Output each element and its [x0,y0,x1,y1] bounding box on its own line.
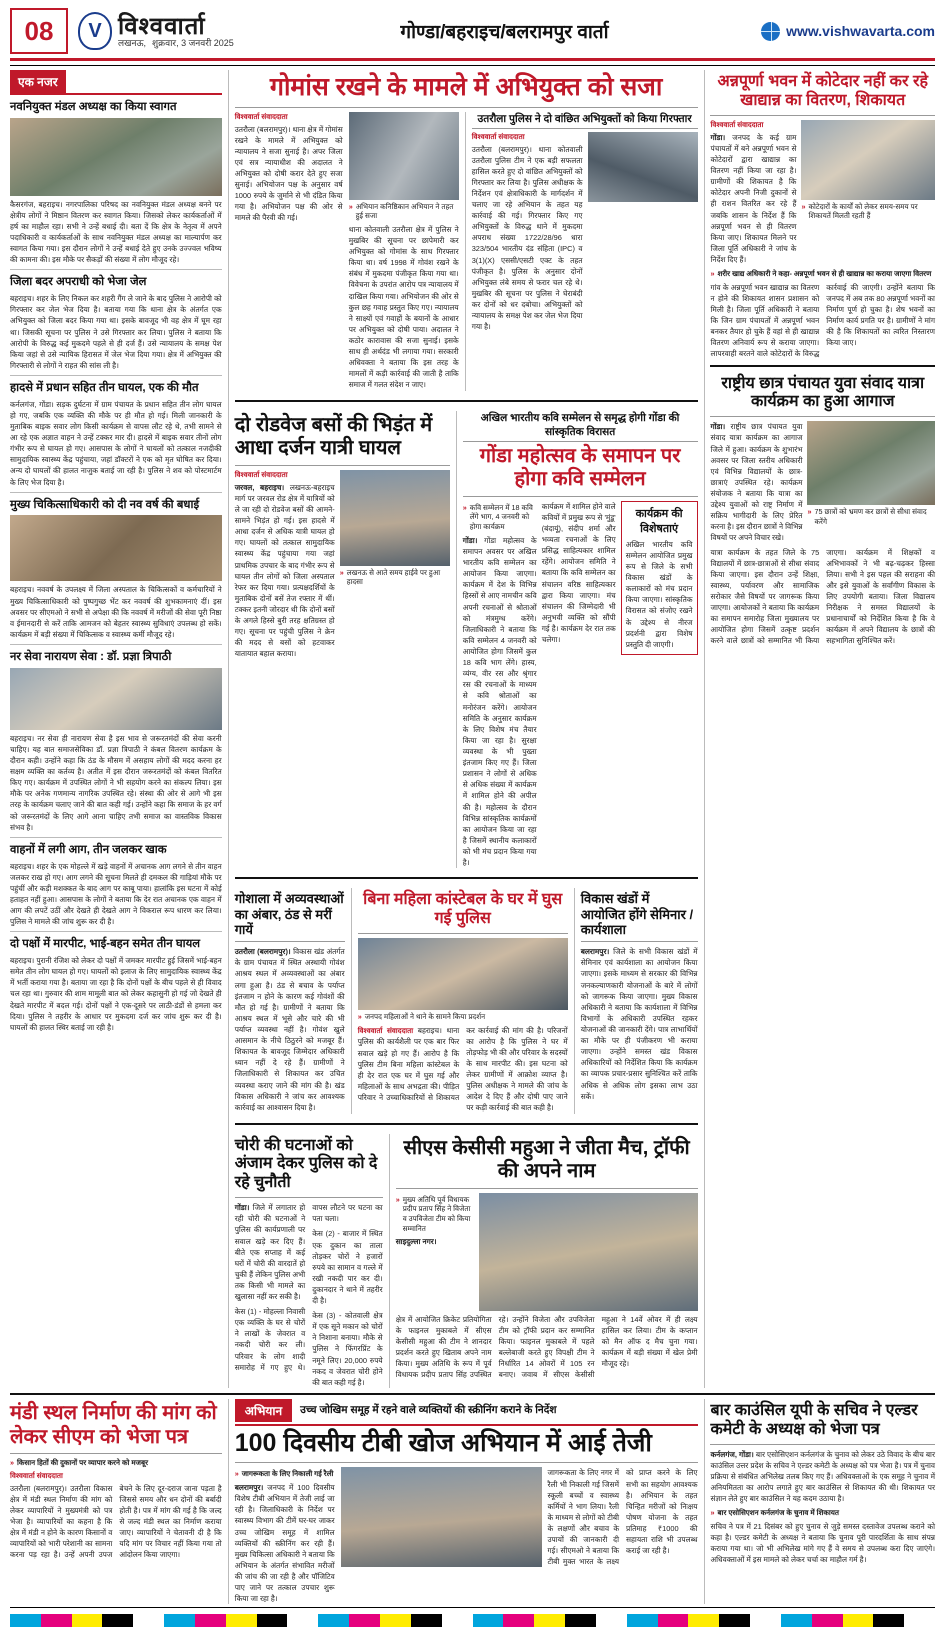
bar-council-story [710,1399,935,1604]
brief-title: जिला बदर अपराधी को भेजा जेल [10,276,147,289]
kavi-headline: गोंडा महोत्सव के समापन पर होगा कवि सम्मेलन [479,444,681,491]
bus-photo [340,470,450,566]
goshala-text: विकास खंड अंतर्गत के ग्राम पंचायत में स्थित अस्थायी गोवंश आश्रय स्थल में अव्यवस्थाओं का अंबार लगा हुआ है। ठंड से बचाव के पर्याप्त इंतजाम न होने के कारण कई गोवंशों की मौत हो गई है। ग्रामीणों ने बताया कि आश्रय स्थल में भूसे और चारे की भी पर्याप्त व्यवस्था नहीं है। गोवंश खुले आसमान के नीचे ठिठुरने को मजबूर हैं। शिकायत के बावजूद जिम्मेदार अधिकारी ध्यान नहीं दे रहे हैं। ग्रामीणों ने जिलाधिकारी से शिकायत कर उचित व्यवस्था कराए जाने की मांग की है। खंड विकास अधिकारी ने जांच कर आवश्यक कार्रवाई का आश्वासन दिया है। [234,947,345,1112]
mandi-byline: विश्ववार्ता संवाददाता [10,1470,63,1480]
color-swatch-yellow [72,1614,103,1627]
brief-item [10,649,222,838]
lead-photo-caption: अभियान कनिष्ठिकान अभियान ने तहत हुई सजा [355,201,454,221]
publication-title: विश्ववार्ता [118,12,206,40]
annapurna-headline: अन्नपूर्णा भवन में कोटेदार नहीं कर रहे खाद्यान्न का वितरण, शिकायत [717,73,928,109]
bus-accident-story [235,411,450,869]
publication-city: लखनऊ, [118,37,147,48]
annapurna-bullet: शरीर खाद्य अधिकारी ने कहा- अन्नपूर्णा भवन से ही खाद्यान्न का कराया जाएगा वितरण [717,269,932,279]
registration-color-bar [10,1614,935,1627]
goshala-dateline: उतरौला (बलरामपुर)। [234,947,291,957]
abhiyan-dateline: बलरामपुर। [234,1483,264,1493]
brief-title: नर सेवा नारायण सेवा : डॉ. प्रज्ञा त्रिपाठी [10,651,172,664]
color-swatch-cyan [473,1614,504,1627]
bottom-band [10,1393,935,1604]
brief-title: दो पक्षों में मारपीट, भाई-बहन समेत तीन घायल [10,938,201,951]
bus-dateline: जरवल, बहराइच। [234,482,285,492]
brief-title: मुख्य चिकित्साधिकारी को दी नव वर्ष की बधाई [10,498,200,511]
color-swatch-cyan [318,1614,349,1627]
brief-photo [10,118,222,196]
caret-icon: » [348,201,353,211]
annapurna-story [710,70,935,360]
annapurna-photo-caption: कोटेदारों के कार्यों को लेकर समय-समय पर शिकायतें मिलती रहती हैं [808,201,918,221]
chori-dateline: गोंडा। [234,1203,250,1213]
brief-item [10,99,222,270]
mahila-photo [358,938,568,1010]
color-swatch-magenta [41,1614,72,1627]
color-swatch-black [873,1614,904,1627]
yuva-dateline: गोंडा। [710,422,726,432]
bar-text: बार एसोसिएशन कर्नलगंज के चुनाव को लेकर उठे विवाद के बीच बार काउंसिल उत्तर प्रदेश के सचिव ने एल्डर कमेटी के अध्यक्ष को पत्र भेजा है। पत्र में चुनाव प्रक्रिया से संबंधित अभिलेख तलब किए गए हैं। अधिवक्ताओं के एक समूह ने चुनाव में अनियमितता का आरोप लगाते हुए बार काउंसिल से शिकायत की थी। शिकायत पर संज्ञान लेते हुए बार काउंसिल ने यह कदम उठाया है। [710,1449,935,1504]
yuva-text-2: यात्रा कार्यक्रम के तहत जिले के 75 विद्यालयों में छात्र-छात्राओं से सीधा संवाद किया जाएगा। इस दौरान उन्हें शिक्षा, स्वास्थ्य, पर्यावरण और सामाजिक सरोकार जैसे विषयों पर जागरूक किया जाएगा। आयोजकों ने बताया कि कार्यक्रम का समापन समारोह जिला मुख्यालय पर आयोजित होगा जिसमें उत्कृष्ट प्रदर्शन करने वाले छात्रों को सम्मानित भी किया जाएगा। कार्यक्रम में शिक्षकों व अभिभावकों ने भी बढ़-चढ़कर हिस्सा लिया। सभी ने इस पहल की सराहना की और इसे युवाओं के सर्वांगीण विकास के लिए उपयोगी बताया। जिला विद्यालय निरीक्षक ने समस्त विद्यालयों के प्रधानाचार्यों को निर्देशित किया है कि वे कार्यक्रम में अपने विद्यालय के छात्रों की सहभागिता सुनिश्चित करें। [710,547,935,646]
color-swatch-magenta [503,1614,534,1627]
section-tag-label: एक नजर [10,70,66,93]
abhiyan-headline: 100 दिवसीय टीबी खोज अभियान में आई तेजी [234,1428,652,1457]
caret-icon: » [234,1469,239,1479]
cricket-sub: मुख्य अतिथि पूर्व विधायक प्रदीप प्रताप सिंह ने विजेता व उपविजेता टीम को किया सम्मानित [402,1194,471,1233]
publication-logo [78,12,234,50]
page-number: 08 [10,8,68,54]
kavi-dateline: गोंडा। [462,535,478,545]
brief-text: बहराइच। नववर्ष के उपलक्ष्य में जिला अस्पताल के चिकित्सकों व कर्मचारियों ने मुख्य चिकित्साधिकारी को पुष्पगुच्छ भेंट कर नववर्ष की शुभकामनाएं दीं। इस अवसर पर सीएमओ ने सभी से अपेक्षा की कि नववर्ष में मरीजों की सेवा पूरी निष्ठा व ईमानदारी से करें ताकि आमजन को बेहतर स्वास्थ्य सुविधाएं उपलब्ध हो सकें। कार्यक्रम में बड़ी संख्या में चिकित्सक व स्वास्थ्य कर्मी मौजूद रहे। [10,585,222,639]
abhiyan-bullet: जागरूकता के लिए निकाली गई रैली [241,1469,334,1479]
chori-case: केस (2) - बाजार में स्थित एक दुकान का ताला तोड़कर चोरों ने हजारों रुपये का सामान व गल्ले में रखी नकदी पार कर दी। दुकानदार ने थाने में तहरीर दी है। [312,1229,383,1306]
bus-byline: विश्ववार्ता संवाददाता [234,469,288,479]
goshala-headline: गोशाला में अव्यवस्थाओं का अंबार, ठंड से मरीं गायें [234,891,344,937]
bus-photo-caption: लखनऊ से आते समय हाईवे पर हुआ हादसा [346,567,441,587]
bar-headline: बार काउंसिल यूपी के सचिव ने एल्डर कमेटी के अध्यक्ष को भेजा पत्र [710,1401,918,1438]
lead-headline: गोमांस रखने के मामले में अभियुक्त को सजा [269,73,663,101]
color-swatch-blank [750,1614,781,1627]
color-swatch-cyan [10,1614,41,1627]
annapurna-photo [801,120,935,200]
vikas-khand-story [581,888,698,1113]
kavi-feature-box [621,501,698,655]
page-content [10,65,935,1388]
center-column [235,70,698,1388]
lead-story [235,70,698,391]
yuva-bullet: 75 छात्रों को भ्रमण कर छात्रों से सीधा संवाद करेंगे [814,507,927,527]
color-swatch-cyan [164,1614,195,1627]
color-swatch-blank [442,1614,473,1627]
color-swatch-yellow [843,1614,874,1627]
kavi-text: गोंडा महोत्सव के समापन अवसर पर अखिल भारतीय कवि सम्मेलन का आयोजन किया जाएगा। कार्यक्रम में देश के विभिन्न हिस्सों से आए नामचीन कवि अपनी रचनाओं से श्रोताओं को मंत्रमुग्ध करेंगे। जिलाधिकारी ने बताया कि कवि सम्मेलन 4 जनवरी को आयोजित होगा जिसमें कुल 18 कवि भाग लेंगे। हास्य, व्यंग्य, वीर रस और श्रृंगार रस की रचनाओं के माध्यम से कवि श्रोताओं का मनोरंजन करेंगे। आयोजन समिति के अनुसार कार्यक्रम के लिए विशेष मंच तैयार किया जा रहा है। सुरक्षा व्यवस्था के भी पुख्ता इंतजाम किए गए हैं। जिला प्रशासन ने लोगों से अधिक से अधिक संख्या में कार्यक्रम में शामिल होने की अपील की है। महोत्सव के दौरान विभिन्न सांस्कृतिक कार्यक्रमों का आयोजन किया जा रहा है जिसमें स्थानीय कलाकारों को भी मंच प्रदान किया गया है। [462,535,537,868]
lead-photo-caption-row [349,202,459,221]
ek-nazar-header [10,70,222,95]
brief-photo [10,515,222,581]
color-swatch-blank [133,1614,164,1627]
lead-text-2: थाना कोतवाली उतरौला क्षेत्र में पुलिस ने मुखबिर की सूचना पर छापेमारी कर अभियुक्त को गोमांस के साथ गिरफ्तार किया था। वर्ष 1998 में गोवंश रखने के संबंध में मुकदमा पंजीकृत किया गया था। विवेचना के उपरांत आरोप पत्र न्यायालय में दाखिल किया गया। अभियोजन की ओर से कुल छह गवाह प्रस्तुत किए गए। न्यायालय ने साक्ष्यों एवं गवाहों के बयानों के आधार पर अभियुक्त को दोषी पाया। अदालत ने कठोर कारावास की सजा सुनाई। इसके साथ ही अर्थदंड भी लगाया गया। सरकारी अधिवक्ता ने बताया कि इस तरह के मामलों में कड़ी कार्रवाई की जाती है ताकि समाज में गलत संदेश न जाए। [348,224,459,390]
cricket-headline: सीएस केसीसी महुआ ने जीता मैच, ट्रॉफी की अपने नाम [403,1136,690,1183]
chori-text: जिले में लगातार हो रही चोरी की घटनाओं ने पुलिस की कार्यप्रणाली पर सवाल खड़े कर दिए हैं। बीते एक सप्ताह में कई घरों में चोरी की वारदातें हो चुकी हैं लेकिन पुलिस अभी तक किसी भी मामले का खुलासा नहीं कर सकी है। [234,1203,306,1302]
mandi-text: उतरौला (बलरामपुर)। उतरौला विकास क्षेत्र में मंडी स्थल निर्माण की मांग को लेकर व्यापारियों ने मुख्यमंत्री को पत्र भेजा है। व्यापारियों का कहना है कि क्षेत्र में मंडी न होने के कारण किसानों व व्यापारियों को भारी परेशानी का सामना करना पड़ रहा है। उन्हें अपनी उपज बेचने के लिए दूर-दराज जाना पड़ता है जिससे समय और धन दोनों की बर्बादी होती है। पत्र में मांग की गई है कि जल्द से जल्द मंडी स्थल का निर्माण कराया जाए। व्यापारियों ने चेतावनी दी है कि यदि मांग पर विचार नहीं किया गया तो आंदोलन किया जाएगा। [10,1483,222,1560]
brief-text: कर्नलगंज, गोंडा। सड़क दुर्घटना में ग्राम पंचायत के प्रधान सहित तीन लोग घायल हो गए, जबकि एक व्यक्ति की मौके पर ही मौत हो गई। मिली जानकारी के मुताबिक बाइक सवार लोग किसी कार्यक्रम से वापस लौट रहे थे, तभी सामने से आ रहे एक अज्ञात वाहन ने उन्हें टक्कर मार दी। हादसे में बाइक सवार तीनों लोग गंभीर रूप से घायल हो गए। आसपास के लोगों ने घायलों को तत्काल नजदीकी सामुदायिक स्वास्थ्य केंद्र पहुंचाया, जहां डॉक्टरों ने एक को मृत घोषित कर दिया। अन्य दो घायलों की हालत नाजुक बताई जा रही है। पुलिस ने शव को पोस्टमार्टम के लिए भेज दिया है। [10,399,222,487]
color-swatch-cyan [627,1614,658,1627]
mahila-headline: बिना महिला कांस्टेबल के घर में घुस गई पुलिस [363,891,563,928]
color-swatch-magenta [349,1614,380,1627]
goshala-story [235,888,345,1113]
brief-text: बहराइच। नर सेवा ही नारायण सेवा है इस भाव से जरूरतमंदों की सेवा करनी चाहिए। यह बात समाजसेविका डॉ. प्रज्ञा त्रिपाठी ने कंबल वितरण कार्यक्रम के दौरान कही। उन्होंने कहा कि ठंड के मौसम में असहाय लोगों की मदद करना हर सक्षम व्यक्ति का कर्तव्य है। अतीत में इस दौरान जरूरतमंदों को कंबल वितरित किए गए। कार्यक्रम में उपस्थित लोगों ने भी सहयोग करने का संकल्प लिया। इस मौके पर अनेक गणमान्य नागरिक उपस्थित रहे। संस्था की ओर से आगे भी इस तरह के कार्यक्रम चलाए जाने की बात कही गई। उन्होंने कहा कि समाज के हर वर्ग को जरूरतमंदों के लिए आगे आना चाहिए तभी समाज का वास्तविक विकास संभव है। [10,733,222,832]
abhiyan-tag: अभियान [235,1399,292,1422]
chori-headline: चोरी की घटनाओं को अंजाम देकर पुलिस को दे रहे चुनौती [234,1136,378,1192]
globe-icon [761,22,780,41]
abhiyan-photo [341,1467,542,1567]
mandi-sub: किसान हितों की दुकानों पर व्यापार करने को मजबूर [17,1458,149,1468]
chori-case: केस (3) - कोतवाली क्षेत्र में एक सूने मकान को चोरों ने निशाना बनाया। मौके से पुलिस ने फिंगरप्रिंट के नमूने लिए। 20,000 रुपये नकद व जेवरात चोरी होने की बात कही गई है। [312,1311,383,1387]
yuva-kicker: राष्ट्रीय छात्र पंचायत युवा संवाद यात्रा कार्यक्रम का हुआ आगाज [721,374,925,411]
brief-text: बहराइच। शहर के एक मोहल्ले में खड़े वाहनों में अचानक आग लगने से तीन वाहन जलकर राख हो गए। आग लगने की सूचना मिलते ही दमकल की गाड़ियां मौके पर पहुंचीं और कड़ी मशक्कत के बाद आग पर काबू पाया। हालांकि इस घटना में कोई हताहत नहीं हुआ। आसपास के लोगों ने बताया कि देर रात अचानक एक वाहन में आग की लपटें उठीं और देखते ही देखते आग ने विकराल रूप धारण कर लिया। पुलिस ने मामले की जांच शुरू कर दी है। [10,861,222,927]
caret-icon: » [807,507,812,517]
caret-icon: » [462,502,467,512]
caret-icon: » [395,1194,400,1204]
cricket-photo [479,1193,698,1311]
abhiyan-text: जनपद में 100 दिवसीय विशेष टीबी अभियान में तेजी लाई जा रही है। जिलाधिकारी के निर्देश पर स्वास्थ्य विभाग की टीमें घर-घर जाकर उच्च जोखिम समूह में शामिल व्यक्तियों की स्क्रीनिंग कर रही हैं। मुख्य चिकित्सा अधिकारी ने बताया कि अभियान के अंतर्गत संभावित मरीजों की जांच की जा रही है और पॉजिटिव पाए जाने पर तत्काल उपचार शुरू किया जा रहा है। [234,1483,335,1604]
annapurna-dateline: गोंडा। [710,132,726,142]
brief-title: वाहनों में लगी आग, तीन जलकर खाक [10,843,167,856]
chori-story [235,1134,383,1388]
yuva-samvad-story [710,372,935,647]
cricket-dateline: साइदुल्ला नगर। [395,1236,437,1246]
lead-right-byline: विश्ववार्ता संवाददाता [471,131,525,141]
left-column [10,70,222,1388]
kavi-box-title: कार्यक्रम की विशेषताएं [635,507,683,535]
color-swatch-magenta [812,1614,843,1627]
yuva-text: राष्ट्रीय छात्र पंचायत युवा संवाद यात्रा कार्यक्रम का आगाज जिले में हुआ। कार्यक्रम के शुभारंभ अवसर पर जिला स्तरीय अधिकारी एवं विभिन्न विद्यालयों के छात्र-छात्राएं उपस्थित रहे। कार्यक्रम संयोजक ने बताया कि यात्रा का उद्देश्य युवाओं को राष्ट्र निर्माण में सक्रिय भागीदारी के लिए प्रेरित करना है। इस दौरान छात्रों ने विभिन्न विषयों पर अपने विचार रखे। [710,422,803,543]
annapurna-text-2: गांव के अन्नपूर्णा भवन खाद्यान्न का वितरण न होने की शिकायत शासन प्रशासन को मिली है। जिला पूर्ति अधिकारी ने बताया कि जिन ग्राम पंचायतों में अन्नपूर्णा भवन बनकर तैयार हो चुके हैं वहां से ही खाद्यान्न वितरण अनिवार्य रूप से कराया जाएगा। लापरवाही बरतने वाले कोटेदारों के विरुद्ध कार्रवाई की जाएगी। उन्होंने बताया कि जनपद में अब तक 80 अन्नपूर्णा भवनों का निर्माण पूर्ण हो चुका है। शेष भवनों का निर्माण कार्य प्रगति पर है। ग्रामीणों ने मांग की है कि शिकायतों का त्वरित निस्तारण किया जाए। [710,282,935,359]
color-swatch-yellow [380,1614,411,1627]
mandi-story [10,1399,222,1604]
mandi-headline: मंडी स्थल निर्माण की मांग को लेकर सीएम को भेजा पत्र [10,1401,217,1448]
caret-icon: » [10,1458,14,1468]
caret-icon: » [357,1011,362,1021]
lead-byline: विश्ववार्ता संवाददाता [234,111,288,121]
column-divider [704,70,705,1388]
mahila-police-story [358,888,568,1113]
bus-text: लखनऊ-बहराइच मार्ग पर जरवल रोड क्षेत्र में यात्रियों को ले जा रही दो रोडवेज बसों की आमने-सामने भिड़ंत हो गई। इस हादसे में आधा दर्जन से अधिक यात्री घायल हो गए। घायलों को तत्काल सामुदायिक स्वास्थ्य केंद्र पहुंचाया गया जहां प्राथमिक उपचार के बाद गंभीर रूप से घायल तीन लोगों को जिला अस्पताल रेफर कर दिया गया। प्रत्यक्षदर्शियों के मुताबिक दोनों बसें तेज रफ्तार में थीं। टक्कर इतनी जोरदार थी कि दोनों बसों के अगले हिस्से बुरी तरह क्षतिग्रस्त हो गए। सूचना पर पहुंची पुलिस ने क्रेन की मदद से बसों को हटवाकर यातायात बहाल कराया। [234,482,335,659]
brief-text: बहराइच। पुरानी रंजिश को लेकर दो पक्षों में जमकर मारपीट हुई जिसमें भाई-बहन समेत तीन लोग घायल हो गए। घायलों को इलाज के लिए सामुदायिक स्वास्थ्य केंद्र में भर्ती कराया गया है। बताया जा रहा है कि दोनों पक्षों के बीच पहले से ही विवाद चल रहा था। गुरुवार की शाम मामूली बात को लेकर कहासुनी हो गई जो देखते ही देखते मारपीट में बदल गई। दोनों पक्षों ने एक-दूसरे पर लाठी-डंडों से हमला कर दिया। पुलिस ने तहरीर के आधार पर मुकदमा दर्ज कर जांच शुरू कर दी है। घायलों की हालत स्थिर बताई जा रही है। [10,956,222,1032]
tb-abhiyan-story [235,1399,698,1604]
lead-right-text: उतरौला (बलरामपुर)। थाना कोतवाली उतरौला पुलिस टीम ने एक बड़ी सफलता हासिल करते हुए दो वांछित अभियुक्तों को गिरफ्तार कर लिया है। पुलिस अधीक्षक के निर्देशन एवं क्षेत्राधिकारी के मार्गदर्शन में चलाए जा रहे अभियान के तहत यह कार्रवाई की गई। गिरफ्तार किए गए अभियुक्तों के विरुद्ध थाने में मुकदमा अपराध संख्या 1722/28/96 धारा 323/504 भारतीय दंड संहिता (IPC) व 3(1)(X) एससी/एसटी एक्ट के तहत पंजीकृत है। पुलिस के अनुसार दोनों अभियुक्त लंबे समय से फरार चल रहे थे। मुखबिर की सूचना पर पुलिस ने घेराबंदी कर दोनों को धर दबोचा। अभियुक्तों को न्यायालय के समक्ष पेश कर जेल भेज दिया गया है। [471,144,583,332]
masthead [10,8,935,61]
website-url: www.vishwavarta.com [786,23,935,39]
vikas-headline: विकास खंडों में आयोजित होंगे सेमिनार / कार्यशाला [580,891,694,937]
bar-text-2: सचिव ने पत्र में 21 दिसंबर को हुए चुनाव से जुड़े समस्त दस्तावेज उपलब्ध कराने को कहा है। एल्डर कमेटी के अध्यक्ष ने बताया कि चुनाव पूरी पारदर्शिता के साथ संपन्न कराया गया था। जो भी अभिलेख मांगे गए हैं वे समय से उपलब्ध करा दिए जाएंगे। अधिवक्ताओं में इस मामले को लेकर चर्चा का माहौल गर्म है। [710,1521,935,1565]
right-column [710,70,935,1388]
brief-item [10,936,222,1037]
color-swatch-yellow [534,1614,565,1627]
column-divider [228,70,229,1388]
edition-title: गोण्डा/बहराइच/बलरामपुर वार्ता [400,22,609,43]
mahila-byline: विश्ववार्ता संवाददाता [357,1025,414,1035]
mahila-photo-caption: जनपद महिलाओं ने थाने के सामने किया प्रदर्शन [364,1011,486,1021]
annapurna-text: जनपद के कई ग्राम पंचायतों में बने अन्नपूर्णा भवन से कोटेदारों द्वारा खाद्यान्न का वितरण नहीं किया जा रहा है। ग्रामीणों की शिकायत है कि कोटेदार अपनी निजी दुकानों से ही राशन वितरित कर रहे हैं जबकि शासन के निर्देश हैं कि अन्नपूर्णा भवन से ही वितरण किया जाए। शिकायत मिलने पर जिला पूर्ति अधिकारी ने जांच के निर्देश दिए हैं। [710,132,797,264]
lead-photo [349,112,459,200]
abhiyan-kicker: उच्च जोखिम समूह में रहने वाले व्यक्तियों की स्क्रीनिंग कराने के निर्देश [300,1404,557,1417]
color-swatch-blank [904,1614,935,1627]
color-swatch-black [411,1614,442,1627]
color-swatch-magenta [658,1614,689,1627]
lead-text: उतरौला (बलरामपुर)। थाना क्षेत्र में गोमांस रखने के मामले में अभियुक्त को न्यायालय ने सजा सुनाई है। अपर जिला एवं सत्र न्यायाधीश की अदालत ने अभियुक्त को दोषी करार देते हुए सजा सुनाई। अभियोजन पक्ष के अनुसार वर्ष 1000 रुपये के जुर्माने से भी दंडित किया गया है। अभियोजन पक्ष की ओर से मामले की पैरवी की गई। [234,124,343,223]
abhiyan-text-2: जागरूकता के लिए नगर में रैली भी निकाली गई जिसमें स्कूली बच्चों व स्वास्थ्य कर्मियों ने भाग लिया। रैली के माध्यम से लोगों को टीबी के लक्षणों और बचाव के उपायों की जानकारी दी गई। सीएमओ ने बताया कि टीबी मुक्त भारत के लक्ष्य को प्राप्त करने के लिए सभी का सहयोग आवश्यक है। अभियान के तहत चिन्हित मरीजों को निःक्षय पोषण योजना के तहत प्रतिमाह ₹1000 की सहायता राशि भी उपलब्ध कराई जा रही है। [547,1468,698,1567]
color-swatch-cyan [781,1614,812,1627]
kavi-bullet: कवि सम्मेलन में 18 कवि लेंगे भाग, 4 जनवरी को होगा कार्यक्रम [469,502,533,532]
color-swatch-black [719,1614,750,1627]
cricket-story [396,1134,698,1388]
annapurna-byline: विश्ववार्ता संवाददाता [710,119,764,129]
color-swatch-black [257,1614,288,1627]
color-swatch-magenta [195,1614,226,1627]
caret-icon: » [339,567,344,577]
brief-text: कैसरगंज, बहराइच। नगरपालिका परिषद का नवनियुक्त मंडल अध्यक्ष बनने पर क्षेत्रीय लोगों ने मिष्ठान वितरण कर स्वागत किया। जिसको लेकर कार्यकर्ताओं में हर्ष का माहौल रहा। सभी ने उन्हें बधाई दी। बता दें कि क्षेत्र के नेतृत्व में अपने पदाधिकारी व कार्यकर्ताओं के साथ नवनियुक्त मंडल अध्यक्ष का माल्यार्पण कर स्वागत किया गया। इस दौरान लोगों ने उन्हें बधाई देते हुए उनके उज्ज्वल भविष्य की कामना की। इस मौके पर सैकड़ों की संख्या में लोग मौजूद रहे। [10,199,222,265]
publication-date: शुक्रवार, 3 जनवरी 2025 [152,37,234,48]
brief-title: नवनियुक्त मंडल अध्यक्ष का किया स्वागत [10,101,177,113]
mahila-text: बहराइच। थाना पुलिस की कार्यशैली पर एक बार फिर सवाल खड़े हो गए हैं। आरोप है कि पुलिस टीम बिना महिला कांस्टेबल के ही देर रात एक घर में घुस गई और महिलाओं के साथ अभद्रता की। पीड़ित परिवार ने उच्चाधिकारियों से शिकायत कर कार्रवाई की मांग की है। परिजनों का आरोप है कि पुलिस ने घर में तोड़फोड़ भी की और परिवार के सदस्यों के साथ मारपीट की। इस घटना को लेकर ग्रामीणों में आक्रोश व्याप्त है। पुलिस अधीक्षक ने मामले की जांच के आदेश दे दिए हैं और दोषी पाए जाने पर कड़ी कार्रवाई की बात कही है। [357,1025,568,1113]
yuva-photo [807,421,935,505]
brief-photo [10,668,222,730]
color-swatch-black [565,1614,596,1627]
caret-icon: » [710,1508,715,1518]
kavi-box-text: अखिल भारतीय कवि सम्मेलन आयोजित प्रमुख रूप से जिले के सभी विकास खंडों के कलाकारों को मंच प्रदान किया जाएगा। सांस्कृतिक विरासत को संजोए रखने के उद्देश्य से नीरज प्रदर्शनी द्वारा विशेष प्रस्तुति दी जाएगी। [625,539,693,649]
bus-headline: दो रोडवेज बसों की भिड़ंत में आधा दर्जन यात्री घायल [234,413,433,460]
color-swatch-yellow [226,1614,257,1627]
brief-item [10,842,222,932]
website-link[interactable] [761,22,935,41]
bar-bullet: बार एसोसिएशन कर्नलगंज के चुनाव में शिकायत [717,1508,840,1518]
logo-icon: V [78,12,112,50]
vikas-dateline: बलरामपुर। [580,947,610,957]
brief-item [10,274,222,376]
lead-right-kicker: उतरौला पुलिस ने दो वांछित अभियुक्तों को किया गिरफ्तार [472,112,698,129]
edition-title-wrap [248,18,761,44]
chori-case: केस (1) - मोहल्ला निवासी एक व्यक्ति के घर से चोरों ने लाखों के जेवरात व नकदी चोरी कर ली। परिवार के लोग शादी समारोह में गए हुए थे। वापस लौटने पर घटना का पता चला। [234,1203,383,1372]
color-swatch-blank [596,1614,627,1627]
color-swatch-black [102,1614,133,1627]
kavi-kicker: अखिल भारतीय कवि सम्मेलन से समृद्ध होगी गोंडा की सांस्कृतिक विरासत [463,411,698,442]
brief-title: हादसे में प्रधान सहित तीन घायल, एक की मौत [10,382,199,395]
kavi-sammelan-story [463,411,698,869]
brief-item [10,380,222,493]
brief-item [10,497,222,645]
kavi-right-text: कार्यक्रम में शामिल होने वाले कवियों में प्रमुख रूप से 'मुंडू' (बंदायूं), संदीप शर्मा और भव्यता रचनाओं के लिए प्रसिद्ध साहित्यकार शामिल रहेंगे। आयोजन समिति ने बताया कि कवि सम्मेलन का संचालन वरिष्ठ साहित्यकार द्वारा किया जाएगा। मंच संचालन की जिम्मेदारी भी अनुभवी व्यक्ति को सौंपी गई है। कार्यक्रम देर रात तक चलेगा। [541,501,616,645]
color-swatch-blank [287,1614,318,1627]
brief-text: बहराइच। शहर के लिए निकल कर शहरी गैंग ले जाने के बाद पुलिस ने आरोपी को गिरफ्तार कर जेल भेज दिया है। बताया गया कि थाना क्षेत्र के अंतर्गत एक अभियुक्त को जिला बदर किया गया था। इसके बावजूद भी वह क्षेत्र में घूम रहा था। जिसकी सूचना पर पुलिस ने उसे गिरफ्तार कर लिया। पुलिस ने बताया कि आरोपी के विरुद्ध कई मुकदमे पहले से ही दर्ज हैं। उसे न्यायालय के समक्ष पेश किया जहां से उसे न्यायिक हिरासत में जेल भेज दिया गया। क्षेत्र में अभियुक्त की गिरफ्तारी से लोगों ने राहत की सांस ली है। [10,294,222,370]
cricket-text: क्षेत्र में आयोजित क्रिकेट प्रतियोगिता के फाइनल मुकाबले में सीएस केसीसी महुआ की टीम ने शानदार प्रदर्शन करते हुए खिताब अपने नाम किया। मुख्य अतिथि के रूप में पूर्व विधायक प्रदीप प्रताप सिंह उपस्थित रहे। उन्होंने विजेता और उपविजेता टीम को ट्रॉफी प्रदान कर सम्मानित किया। फाइनल मुकाबले में पहले बल्लेबाजी करते हुए विपक्षी टीम ने निर्धारित 14 ओवरों में 105 रन बनाए। जवाब में सीएस केसीसी महुआ ने 14वें ओवर में ही लक्ष्य हासिल कर लिया। टीम के कप्तान को मैन ऑफ द मैच चुना गया। कार्यक्रम में बड़ी संख्या में खेल प्रेमी मौजूद रहे। [395,1314,698,1380]
vikas-text: जिले के सभी विकास खंडों में सेमिनार एवं कार्यशाला का आयोजन किया जाएगा। इसके माध्यम से सरकार की विभिन्न जनकल्याणकारी योजनाओं के बारे में लोगों को जागरूक किया जाएगा। मुख्य विकास अधिकारी ने बताया कि कार्यशाला में विभिन्न विभागों के अधिकारी उपस्थित रहकर योजनाओं की जानकारी देंगे। पात्र लाभार्थियों का मौके पर ही पंजीकरण भी कराया जाएगा। उन्होंने समस्त खंड विकास अधिकारियों को निर्देशित किया कि कार्यक्रम का व्यापक प्रचार-प्रसार सुनिश्चित करें ताकि अधिक से अधिक लोग इसका लाभ उठा सकें। [580,947,698,1101]
color-swatch-yellow [688,1614,719,1627]
caret-icon: » [801,201,806,211]
bar-dateline: कर्नलगंज, गोंडा। [710,1449,754,1459]
police-photo [588,132,698,202]
caret-icon: » [710,269,715,279]
